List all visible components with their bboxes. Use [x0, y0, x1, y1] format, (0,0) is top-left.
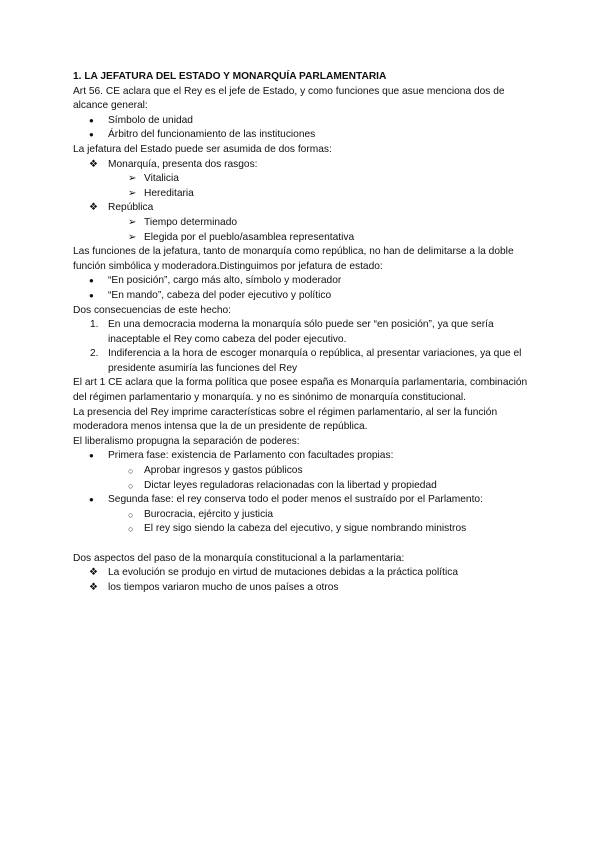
section-title: 1. LA JEFATURA DEL ESTADO Y MONARQUÍA PARLAMENTARIA	[73, 71, 387, 82]
bullet-icon: ●	[89, 276, 94, 286]
intro-list	[73, 114, 533, 143]
circle-bullet-icon: ○	[128, 509, 134, 520]
list-item: ○ Dictar leyes reguladoras relacionadas con la libertad y propiedad	[73, 479, 533, 494]
list-item: ● Árbitro del funcionamiento de las instituciones	[73, 128, 533, 143]
diamond-bullet-icon: ❖	[89, 567, 98, 579]
arrow-bullet-icon: ➢	[128, 187, 137, 199]
liberalism-intro: El liberalismo propugna la separación de poderes:	[73, 435, 300, 447]
forms-intro: La jefatura del Estado puede ser asumida de dos formas:	[73, 143, 332, 155]
list-item: 2. Indiferencia a la hora de escoger monarquía o república, al presentar variaciones, ya que el presidente asumiría las funciones del Rey	[90, 348, 522, 374]
circle-bullet-icon: ○	[128, 480, 134, 491]
list-item: 1. En una democracia moderna la monarquía sólo puede ser “en posición”, ya que sería inaceptable el Rey como cabeza del poder ejecutivo.	[90, 319, 494, 345]
list-item: ➢ Elegida por el pueblo/asamblea representativa	[73, 231, 533, 246]
list-number: 1.	[90, 319, 99, 331]
forms-list	[73, 158, 533, 246]
spacer	[73, 537, 533, 552]
bullet-icon: ●	[89, 290, 94, 300]
list-item: ● Segunda fase: el rey conserva todo el poder menos el sustraído por el Parlamento:	[73, 493, 533, 508]
diamond-bullet-icon: ❖	[89, 581, 98, 593]
diamond-bullet-icon: ❖	[89, 158, 98, 170]
list-item: ❖ Monarquía, presenta dos rasgos:	[73, 158, 533, 173]
bullet-icon: ●	[89, 451, 94, 461]
list-item: ○ El rey sigo siendo la cabeza del ejecutivo, y sigue nombrando ministros	[73, 522, 533, 537]
bullet-icon: ●	[89, 130, 94, 140]
list-item: ○ Aprobar ingresos y gastos públicos	[73, 464, 533, 479]
list-item: ● Primera fase: existencia de Parlamento con facultades propias:	[73, 449, 533, 464]
aspects-intro: Dos aspectos del paso de la monarquía constitucional a la parlamentaria:	[73, 552, 405, 564]
list-item: ❖ La evolución se produjo en virtud de mutaciones debidas a la práctica política	[73, 566, 533, 581]
functions-paragraph: Las funciones de la jefatura, tanto de monarquía como república, no han de delimitarse a la doble función simbólica y moderadora.Distinguimos por jefatura de estado:	[73, 246, 514, 272]
art1-paragraph: El art 1 CE aclara que la forma política que posee españa es Monarquía parlamentaria, combinación del régimen parlamentario y monarquía. y no es sinónimo de monarquía constitucional.	[73, 377, 528, 404]
bullet-icon: ●	[89, 115, 94, 125]
diamond-bullet-icon: ❖	[89, 202, 98, 214]
list-item: ○ Burocracia, ejército y justicia	[73, 508, 533, 523]
list-item: ● “En posición”, cargo más alto, símbolo y moderador	[73, 274, 533, 289]
list-item: ❖ los tiempos variaron mucho de unos países a otros	[73, 581, 533, 596]
document-page	[73, 70, 533, 595]
list-number: 2.	[90, 348, 99, 360]
list-item: ❖ República	[73, 201, 533, 216]
list-item: ● Símbolo de unidad	[73, 114, 533, 129]
phases-list	[73, 449, 533, 537]
arrow-bullet-icon: ➢	[128, 231, 137, 243]
arrow-bullet-icon: ➢	[128, 173, 137, 185]
consequences-intro: Dos consecuencias de este hecho:	[73, 304, 232, 316]
arrow-bullet-icon: ➢	[128, 216, 137, 228]
aspects-list	[73, 566, 533, 595]
functions-list	[73, 274, 533, 303]
list-item: ➢ Vitalicia	[73, 172, 533, 187]
list-item: ● “En mando”, cabeza del poder ejecutivo y político	[73, 289, 533, 304]
circle-bullet-icon: ○	[128, 524, 134, 535]
intro-paragraph: Art 56. CE aclara que el Rey es el jefe de Estado, y como funciones que asue menciona dos de alcance general:	[73, 85, 505, 112]
list-item: ➢ Hereditaria	[73, 187, 533, 202]
list-item: ➢ Tiempo determinado	[73, 216, 533, 231]
bullet-icon: ●	[89, 495, 94, 505]
presence-paragraph: La presencia del Rey imprime características sobre el régimen parlamentario, al ser la función moderadora menos intensa que la de un presidente de república.	[73, 406, 498, 433]
consequences-list	[73, 318, 533, 376]
circle-bullet-icon: ○	[128, 466, 134, 477]
